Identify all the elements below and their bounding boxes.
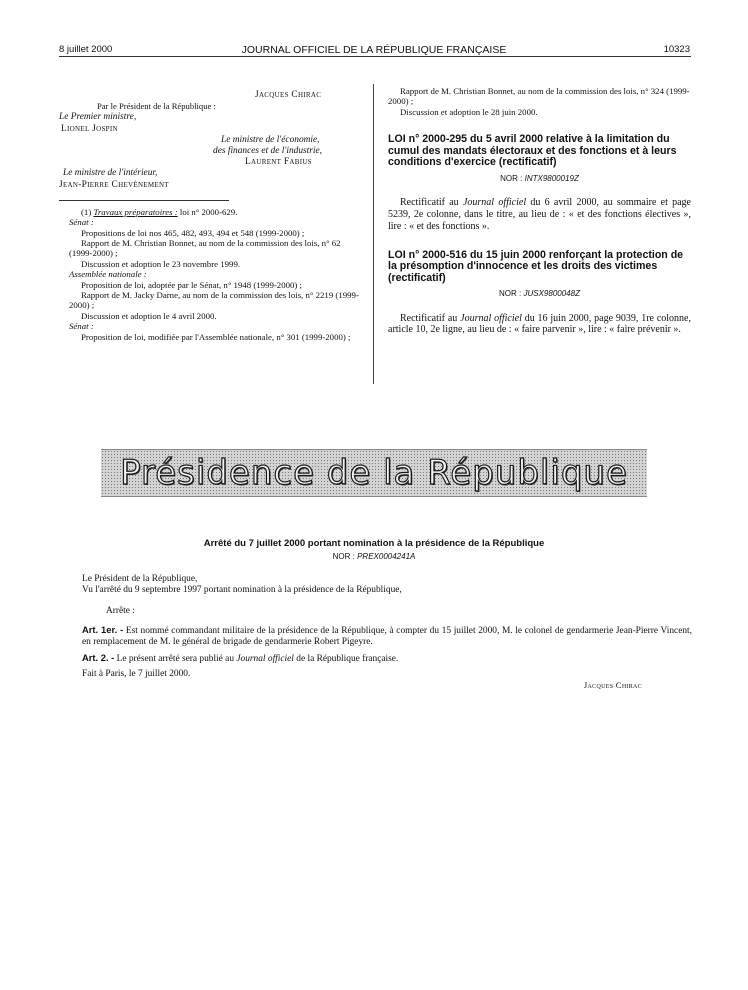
signature-president: Jacques Chirac bbox=[255, 90, 322, 100]
footnote-an-p1: Proposition de loi, adoptée par le Sénat, n° 1948 (1999-2000) ; bbox=[81, 279, 302, 290]
arrete-article-1: Art. 1er. - Est nommé commandant militaire de la présidence de la République, à compter du 15 juillet 2000, M. le colonel de gendarmerie Jean-Pierre Vincent, en remplacement de M. le général de brigade de gendarmerie Robert Pigeyre. bbox=[82, 623, 692, 647]
arrete-nor: NOR : PREX0004241A bbox=[332, 552, 416, 561]
footnote-an-label: Assemblée nationale : bbox=[69, 269, 147, 280]
law2-nor-code: JUSX9800048Z bbox=[523, 289, 580, 299]
left-column bbox=[59, 90, 363, 342]
ministre-eco-line1: Le ministre de l'économie, bbox=[221, 134, 320, 145]
footnote-an-p3: Discussion et adoption le 4 avril 2000. bbox=[81, 310, 217, 321]
arrete-title: Arrêté du 7 juillet 2000 portant nomination à la présidence de la République bbox=[203, 538, 545, 549]
header-date: 8 juillet 2000 bbox=[59, 44, 113, 55]
footnote-senat2-label: Sénat : bbox=[69, 321, 94, 332]
ministre-eco-line2: des finances et de l'industrie, bbox=[213, 146, 323, 157]
arrete-fait: Fait à Paris, le 7 juillet 2000. bbox=[82, 669, 191, 680]
arrete-signature: Jacques Chirac bbox=[583, 680, 642, 691]
law2-nor: NOR : JUSX9800048Z bbox=[499, 289, 580, 299]
arrete-article-2: Art. 2. - Le présent arrêté sera publié au Journal officiel de la République française. bbox=[82, 652, 399, 665]
right-footnote-cont bbox=[388, 86, 691, 117]
footnote-senat1-p3: Discussion et adoption le 23 novembre 1999. bbox=[81, 258, 241, 269]
right-cont-p2: Discussion et adoption le 28 juin 2000. bbox=[400, 106, 538, 117]
right-cont-p1: Rapport de M. Christian Bonnet, au nom de la commission des lois, n° 324 (1999-2000) ; bbox=[388, 86, 690, 107]
law2-body: Rectificatif au Journal officiel du 16 juin 2000, page 9039, 1re colonne, article 10, 2e ligne, au lieu de : « faire parvenir », lire : « faire prévenir ». bbox=[388, 312, 692, 336]
art1-label: Art. 1er. - bbox=[82, 623, 124, 635]
arrete-word: Arrête : bbox=[106, 606, 135, 617]
footnote-senat2-p1: Proposition de loi, modifiée par l'Assemblée nationale, n° 301 (1999-2000) ; bbox=[81, 331, 351, 342]
ministre-int-name: Jean-Pierre Chevènement bbox=[59, 179, 169, 190]
footnote-block bbox=[59, 207, 363, 342]
arrete-nor-code: PREX0004241A bbox=[357, 552, 416, 561]
right-column bbox=[388, 86, 691, 336]
par-le-president: Par le Président de la République : bbox=[97, 101, 216, 112]
section-banner-title: Présidence de la République bbox=[120, 453, 628, 493]
law2-title: LOI n° 2000-516 du 15 juin 2000 renforçant la protection de la présomption d'innocence et les droits des victimes (rectificatif) bbox=[388, 248, 684, 284]
header-journal-title: JOURNAL OFFICIEL DE LA RÉPUBLIQUE FRANÇAISE bbox=[241, 44, 507, 56]
footnote-senat1-label: Sénat : bbox=[69, 217, 94, 228]
footnote-rule bbox=[59, 200, 229, 201]
premier-ministre-name: Lionel Jospin bbox=[61, 123, 118, 134]
header-rule bbox=[59, 56, 691, 57]
law1-title: LOI n° 2000-295 du 5 avril 2000 relative à la limitation du cumul des mandats électoraux et des fonctions et à leurs conditions d'exercice (rectificatif) bbox=[388, 133, 677, 169]
section-banner bbox=[101, 449, 647, 497]
header-page-number: 10323 bbox=[663, 44, 690, 55]
law1-nor: NOR : INTX9800019Z bbox=[500, 174, 579, 183]
art2-label: Art. 2. - bbox=[82, 652, 115, 664]
footnote-an-p2: Rapport de M. Jacky Darne, au nom de la commission des lois, n° 2219 (1999-2000) ; bbox=[69, 290, 359, 311]
law1-body: Rectificatif au Journal officiel du 6 avril 2000, au sommaire et page 5239, 2e colonne, dans le titre, au lieu de : « et des fonctions électives », lire : « et des fonctions ». bbox=[388, 197, 691, 232]
premier-ministre-title: Le Premier ministre, bbox=[59, 112, 137, 123]
column-divider bbox=[373, 84, 374, 384]
law1-nor-code: INTX9800019Z bbox=[524, 174, 579, 183]
ministre-eco-name: Laurent Fabius bbox=[245, 157, 312, 168]
footnote-lead: (1) Travaux préparatoires : loi n° 2000-629. bbox=[81, 206, 238, 217]
arrete-visa2: Vu l'arrêté du 9 septembre 1997 portant nomination à la présidence de la République, bbox=[82, 585, 402, 596]
ministre-int-title: Le ministre de l'intérieur, bbox=[63, 168, 158, 179]
footnote-senat1-p1: Propositions de loi nos 465, 482, 493, 494 et 548 (1999-2000) ; bbox=[81, 227, 305, 238]
arrete-body bbox=[82, 574, 692, 692]
footnote-senat1-p2: Rapport de M. Christian Bonnet, au nom de la commission des lois, n° 62 (1999-2000) ; bbox=[69, 238, 341, 259]
arrete-visa1: Le Président de la République, bbox=[82, 574, 198, 584]
